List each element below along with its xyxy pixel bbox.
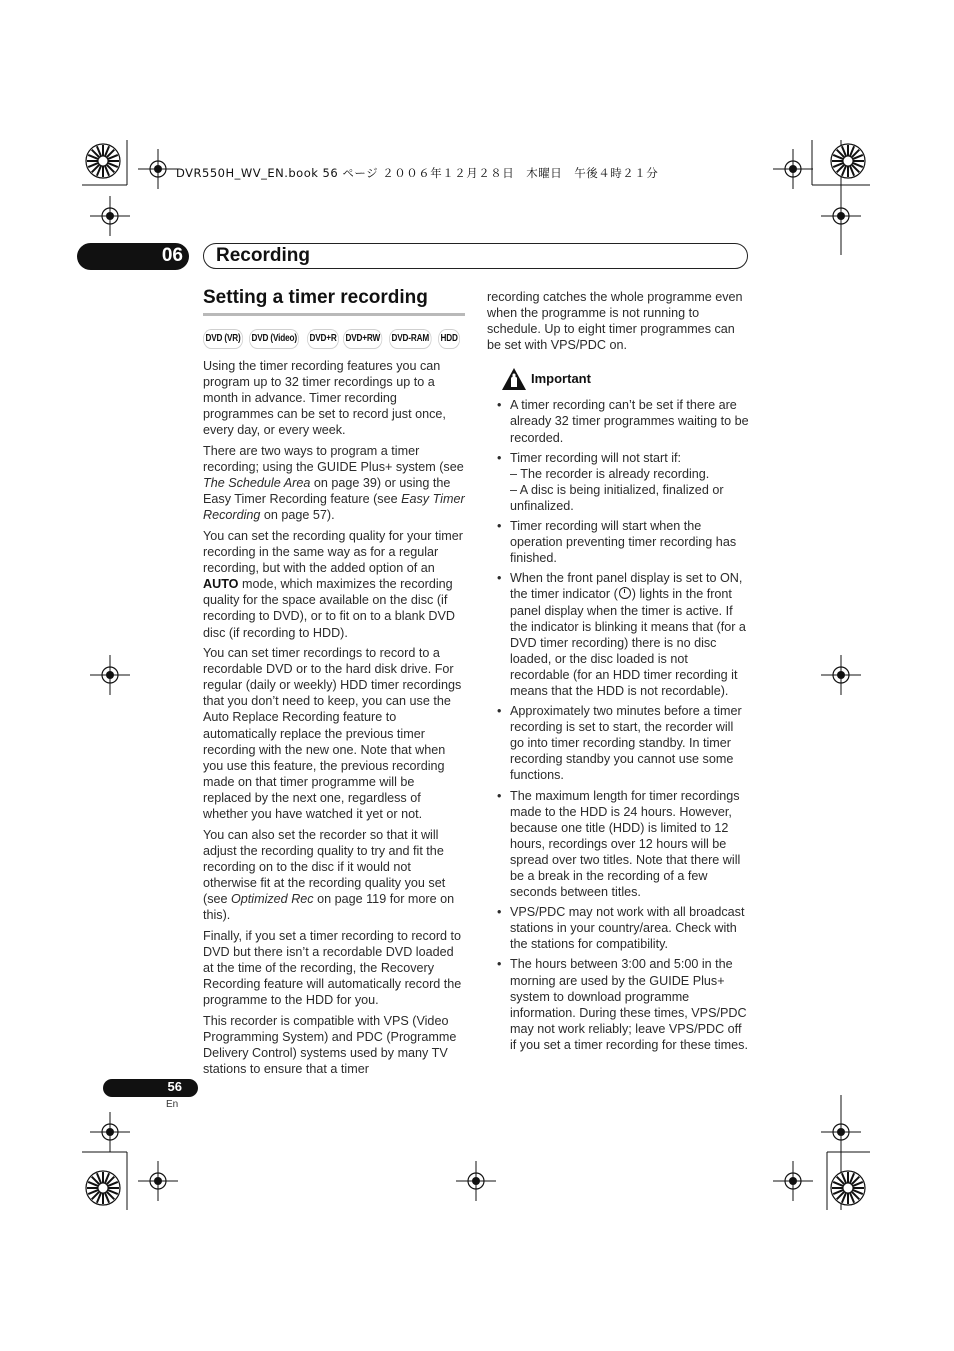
note-text: A timer recording can’t be set if there are already 32 timer programmes waiting to be recorded. <box>510 398 749 445</box>
section-title: Recording <box>216 245 310 266</box>
important-header <box>501 367 749 391</box>
list-item <box>487 956 749 1053</box>
page-heading: Setting a timer recording <box>203 287 428 308</box>
text-run: on page 57). <box>260 508 335 523</box>
text-run: on page 39) or using the Easy Timer Recording feature (see <box>203 476 451 507</box>
paragraph-two-ways <box>203 443 465 523</box>
paragraph-quality <box>203 528 465 641</box>
note-text: Timer recording will start when the operation preventing timer recording has finished. <box>510 519 737 566</box>
list-item <box>487 450 749 514</box>
paragraph-recovery: Finally, if you set a timer recording to record to DVD but there isn’t a recordable DVD loaded at the time of the recording, the Recovery Recording feature will automatically record the programme to the HDD for you. <box>203 928 462 1008</box>
list-item <box>487 788 749 901</box>
paragraph-auto-replace: You can set timer recordings to record to a recordable DVD or to the hard disk drive. For regular (daily or weekly) HDD timer recordings that you don’t need to keep, you can use the Auto Replace Recording feature to automatically replace the previous timer recording with the new one. Note that when you use this feature, the previous recording made on that timer programme will be replaced by the next one, regardless of whether you have watched it yet or not. <box>203 646 462 822</box>
paragraph-continuation: recording catches the whole programme even when the programme is not running to schedule. Up to eight timer programmes can be set with VPS/PDC on. <box>487 290 743 353</box>
chapter-number: 06 <box>161 245 183 266</box>
print-header: DVR550H_WV_EN.book 56 ページ ２００６年１２月２８日 木曜日 午後４時２１分 <box>176 166 659 180</box>
cross-reference: Easy Timer Recording <box>203 492 465 523</box>
list-item <box>487 703 749 783</box>
list-item <box>487 518 749 566</box>
cross-reference: Optimized Rec <box>231 892 314 906</box>
bullet: • <box>497 788 502 803</box>
note-text: The maximum length for timer recordings made to the HDD is 24 hours. However, because one title (HDD) is limited to 12 hours, recordings over 12 hours will be spread over two titles. Note that there will be a break in the recording of a few seconds between titles. <box>510 788 741 900</box>
text-run: on page 119 for more on this). <box>203 892 455 923</box>
sub-item: – A disc is being initialized, finalized or unfinalized. <box>510 482 724 513</box>
bullet: • <box>497 519 502 534</box>
page-number-tab <box>103 1079 198 1097</box>
page-number: 56 <box>167 1079 182 1094</box>
timer-indicator-icon <box>619 587 631 599</box>
list-item <box>487 397 749 445</box>
paragraph-intro: Using the timer recording features you can program up to 32 timer recordings up to a month in advance. Timer recording programmes can be set to record just once, every day, or every week. <box>203 359 446 438</box>
cross-reference: The Schedule Area <box>203 476 311 491</box>
chapter-tab <box>77 243 189 270</box>
important-notes <box>487 397 749 1053</box>
important-label: Important <box>531 371 591 387</box>
bullet: • <box>497 905 502 920</box>
text-run: There are two ways to program a timer recording; using the GUIDE Plus+ system (see <box>203 443 464 475</box>
paragraph-optimized-rec <box>203 827 465 924</box>
text-run: You can also set the recorder so that it will adjust the recording quality to try and fit the recording on to the disc if it would not otherwise fit at the recording quality you set (see <box>203 827 446 906</box>
badge-dvd-ram: DVD-RAM <box>389 329 431 349</box>
left-column <box>203 358 465 1082</box>
bullet: • <box>497 957 502 972</box>
note-text: VPS/PDC may not work with all broadcast stations in your country/area. Check with the stations for compatibility. <box>510 905 745 952</box>
bullet: • <box>497 704 502 719</box>
badge-dvd-vr: DVD (VR) <box>203 329 243 349</box>
badge-hdd: HDD <box>438 329 460 349</box>
badge-dvd-video: DVD (Video) <box>249 329 299 349</box>
language-code: En <box>166 1099 179 1110</box>
note-text: Timer recording will not start if: <box>510 450 681 465</box>
warning-hand-icon <box>501 367 527 391</box>
paragraph-vps-pdc: This recorder is compatible with VPS (Video Programming System) and PDC (Programme Delivery Control) systems used by many TV stations to ensure that a timer <box>203 1013 457 1076</box>
section-header <box>203 243 748 269</box>
note-text: Approximately two minutes before a timer recording is set to start, the recorder will go into timer recording standby. In timer recording standby you cannot use some functions. <box>510 704 742 783</box>
bullet: • <box>497 398 502 413</box>
list-item <box>487 570 749 699</box>
sub-item: – The recorder is already recording. <box>510 466 710 481</box>
badge-dvd-plus-r: DVD+R <box>307 329 339 349</box>
list-item <box>487 904 749 952</box>
note-text: When the front panel display is set to ON, the timer indicator ( <box>510 571 743 602</box>
note-text: ) lights in the front panel display when the timer is active. If the indicator is blinking it means that (for a DVD timer recording) there is no disc loaded, or the disc loaded is not recordable (for an HDD timer recording it means that the HDD is not recordable). <box>510 587 746 698</box>
disc-type-badges <box>203 329 457 349</box>
badge-dvd-plus-rw: DVD+RW <box>343 329 383 349</box>
bullet: • <box>497 571 502 586</box>
bullet: • <box>497 450 502 465</box>
note-text: The hours between 3:00 and 5:00 in the morning are used by the GUIDE Plus+ system to download programme information. During these times, VPS/PDC may not work reliably; leave VPS/PDC off if you set a timer recording for these times. <box>510 957 748 1052</box>
auto-mode-term: AUTO <box>203 577 239 592</box>
text-run: You can set the recording quality for your timer recording in the same way as for a regular recording, but with the added option of an <box>203 528 463 576</box>
right-column <box>487 289 749 1057</box>
text-run: mode, which maximizes the recording quality for the space available on the disc (if recording to DVD), or to fit on to a blank DVD disc (if recording to HDD). <box>203 577 455 640</box>
heading-rule <box>203 313 465 316</box>
